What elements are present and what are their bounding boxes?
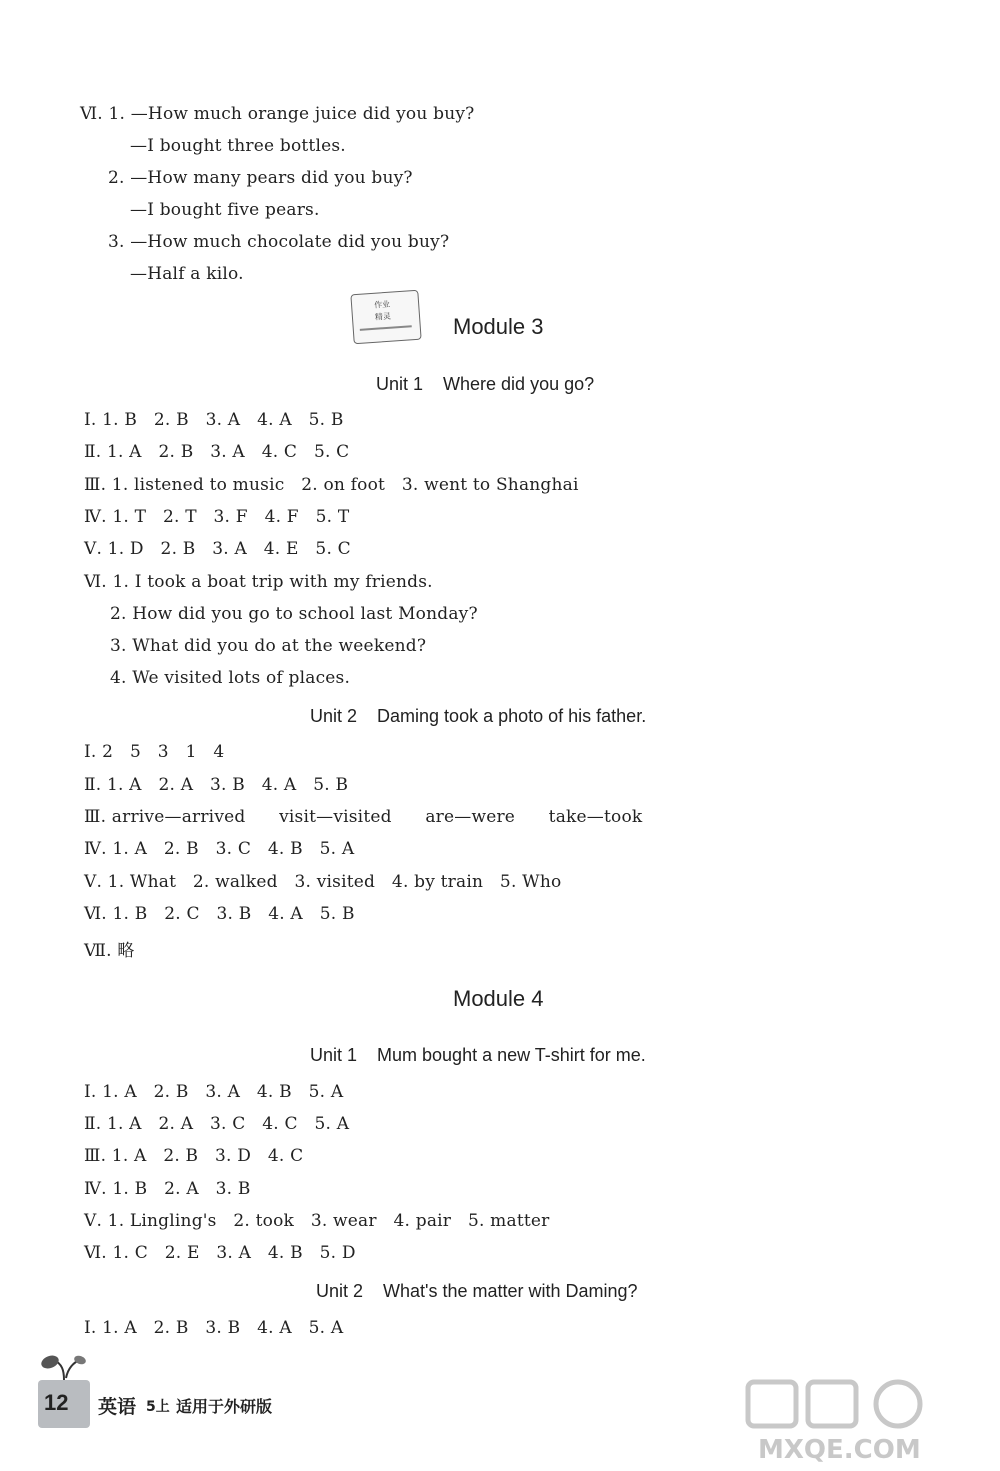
answer-line: Ⅴ. 1. Lingling's 2. took 3. wear 4. pair 5. matter [84,1211,550,1231]
grade-label: 5上 [146,1399,170,1415]
answer-line: —I bought three bottles. [130,136,346,156]
answer-line: Ⅳ. 1. T 2. T 3. F 4. F 5. T [84,507,350,527]
answer-line: Ⅰ. 1. A 2. B 3. B 4. A 5. A [84,1318,344,1338]
answer-line: Ⅰ. 1. A 2. B 3. A 4. B 5. A [84,1082,344,1102]
answer-line: Ⅱ. 1. A 2. B 3. A 4. C 5. C [84,442,350,462]
stamp-line [360,325,412,331]
stamp-label: 精灵 [374,311,392,322]
answer-line: Ⅱ. 1. A 2. A 3. B 4. A 5. B [84,775,349,795]
answer-line: Ⅰ. 1. B 2. B 3. A 4. A 5. B [84,410,344,430]
answer-line: Ⅲ. arrive—arrived visit—visited are—were take—took [84,807,643,827]
answer-line: Ⅳ. 1. A 2. B 3. C 4. B 5. A [84,839,355,859]
answer-line: 2. How did you go to school last Monday? [110,604,478,624]
answer-line: Ⅵ. 1. C 2. E 3. A 4. B 5. D [84,1243,356,1263]
answer-line: Ⅴ. 1. D 2. B 3. A 4. E 5. C [84,539,351,559]
module-title: Module 4 [453,986,544,1011]
page-number: 12 [44,1390,69,1415]
answer-line: —Half a kilo. [130,264,244,284]
answer-line: Ⅶ. 略 [84,941,135,961]
answer-line: 3. —How much chocolate did you buy? [108,232,450,252]
edition-label: 适用于外研版 [176,1397,273,1416]
answer-line: Ⅰ. 2 5 3 1 4 [84,742,225,762]
answer-line: —I bought five pears. [130,200,320,220]
unit-title: Unit 2 Daming took a photo of his father. [310,706,647,726]
answer-line: Ⅵ. 1. I took a boat trip with my friends. [84,572,433,592]
subject-label: 英语 [98,1396,137,1418]
answer-line: Ⅱ. 1. A 2. A 3. C 4. C 5. A [84,1114,350,1134]
answer-line: 3. What did you do at the weekend? [110,636,427,656]
unit-title: Unit 1 Mum bought a new T-shirt for me. [310,1045,646,1065]
stamp-label: 作业 [373,299,391,310]
answer-line: 4. We visited lots of places. [110,668,351,688]
answer-line: Ⅴ. 1. What 2. walked 3. visited 4. by train 5. Who [84,872,562,892]
answer-line: Ⅳ. 1. B 2. A 3. B [84,1179,251,1199]
watermark-text: MXQE.COM [758,1435,921,1464]
watermark-logo [738,1378,988,1464]
unit-title: Unit 1 Where did you go? [376,374,595,394]
answer-line: Ⅵ. 1. B 2. C 3. B 4. A 5. B [84,904,355,924]
stamp-graphic [350,290,421,345]
plant-icon [40,1352,90,1382]
module-title: Module 3 [453,314,544,339]
answer-line: Ⅵ. 1. —How much orange juice did you buy? [80,104,475,124]
unit-title: Unit 2 What's the matter with Daming? [316,1281,638,1301]
answer-line: 2. —How many pears did you buy? [108,168,413,188]
answer-line: Ⅲ. 1. listened to music 2. on foot 3. went to Shanghai [84,475,579,495]
answer-line: Ⅲ. 1. A 2. B 3. D 4. C [84,1146,304,1166]
